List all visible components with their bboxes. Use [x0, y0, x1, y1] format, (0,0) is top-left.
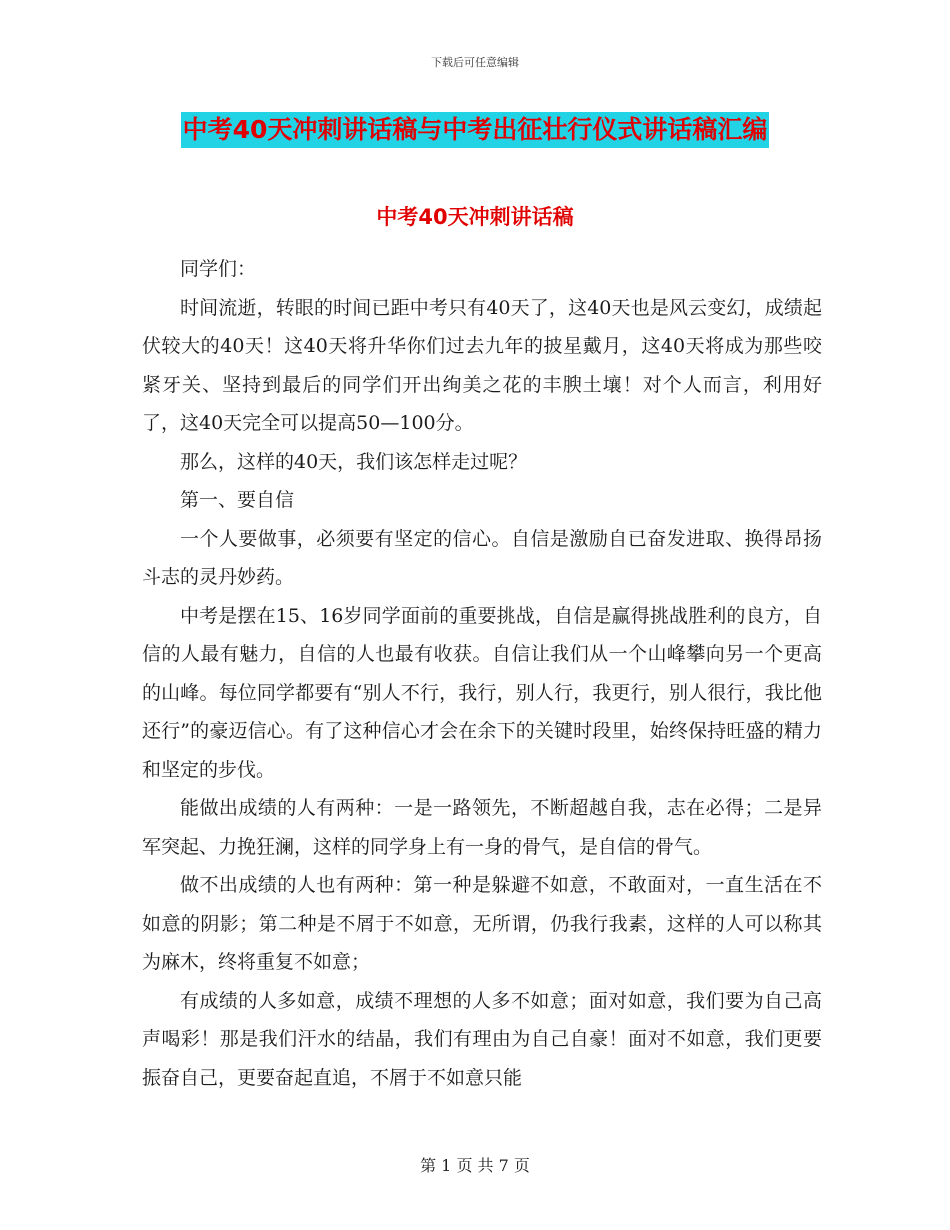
document-title-block [0, 112, 950, 148]
paragraph: 有成绩的人多如意，成绩不理想的人多不如意；面对如意，我们要为自己高声喝彩！那是我们汗水的结晶，我们有理由为自己自豪！面对不如意，我们更要振奋自己，更要奋起直追，不屑于不如意只能 [142, 989, 822, 1089]
paragraph: 能做出成绩的人有两种：一是一路领先，不断超越自我，志在必得；二是异军突起、力挽狂澜，这样的同学身上有一身的骨气，是自信的骨气。 [142, 797, 822, 858]
paragraph: 时间流逝，转眼的时间已距中考只有40天了，这40天也是风云变幻，成绩起伏较大的40天！这40天将升华你们过去九年的披星戴月，这40天将成为那些咬紧牙关、坚持到最后的同学们开出绚美之花的丰腴土壤！对个人而言，利用好了，这40天完全可以提高50—100分。 [142, 296, 822, 434]
paragraph: 那么，这样的40天，我们该怎样走过呢？ [180, 450, 528, 473]
document-title: 中考40天冲刺讲话稿与中考出征壮行仪式讲话稿汇编 [181, 112, 770, 148]
paragraph: 中考是摆在15、16岁同学面前的重要挑战，自信是赢得挑战胜利的良方，自信的人最有魅力，自信的人也最有收获。自信让我们从一个山峰攀向另一个更高的山峰。每位同学都要有“别人不行，我行，别人行，我更行，别人很行，我比他还行”的豪迈信心。有了这种信心才会在余下的关键时段里，始终保持旺盛的精力和坚定的步伐。 [142, 604, 822, 781]
paragraph: 同学们： [180, 258, 257, 280]
paragraph: 第一、要自信 [180, 489, 295, 511]
page-footer: 第 1 页 共 7 页 [420, 1156, 530, 1175]
paragraph: 做不出成绩的人也有两种：第一种是躲避不如意，不敢面对，一直生活在不如意的阴影；第二种是不屑于不如意，无所谓，仍我行我素，这样的人可以称其为麻木，终将重复不如意； [142, 874, 822, 973]
paragraph: 一个人要做事，必须要有坚定的信心。自信是激励自已奋发进取、换得昂扬斗志的灵丹妙药。 [142, 527, 822, 588]
body-text [142, 250, 822, 1097]
section-title: 中考40天冲刺讲话稿 [376, 205, 574, 229]
header-note: 下载后可任意编辑 [431, 56, 519, 69]
